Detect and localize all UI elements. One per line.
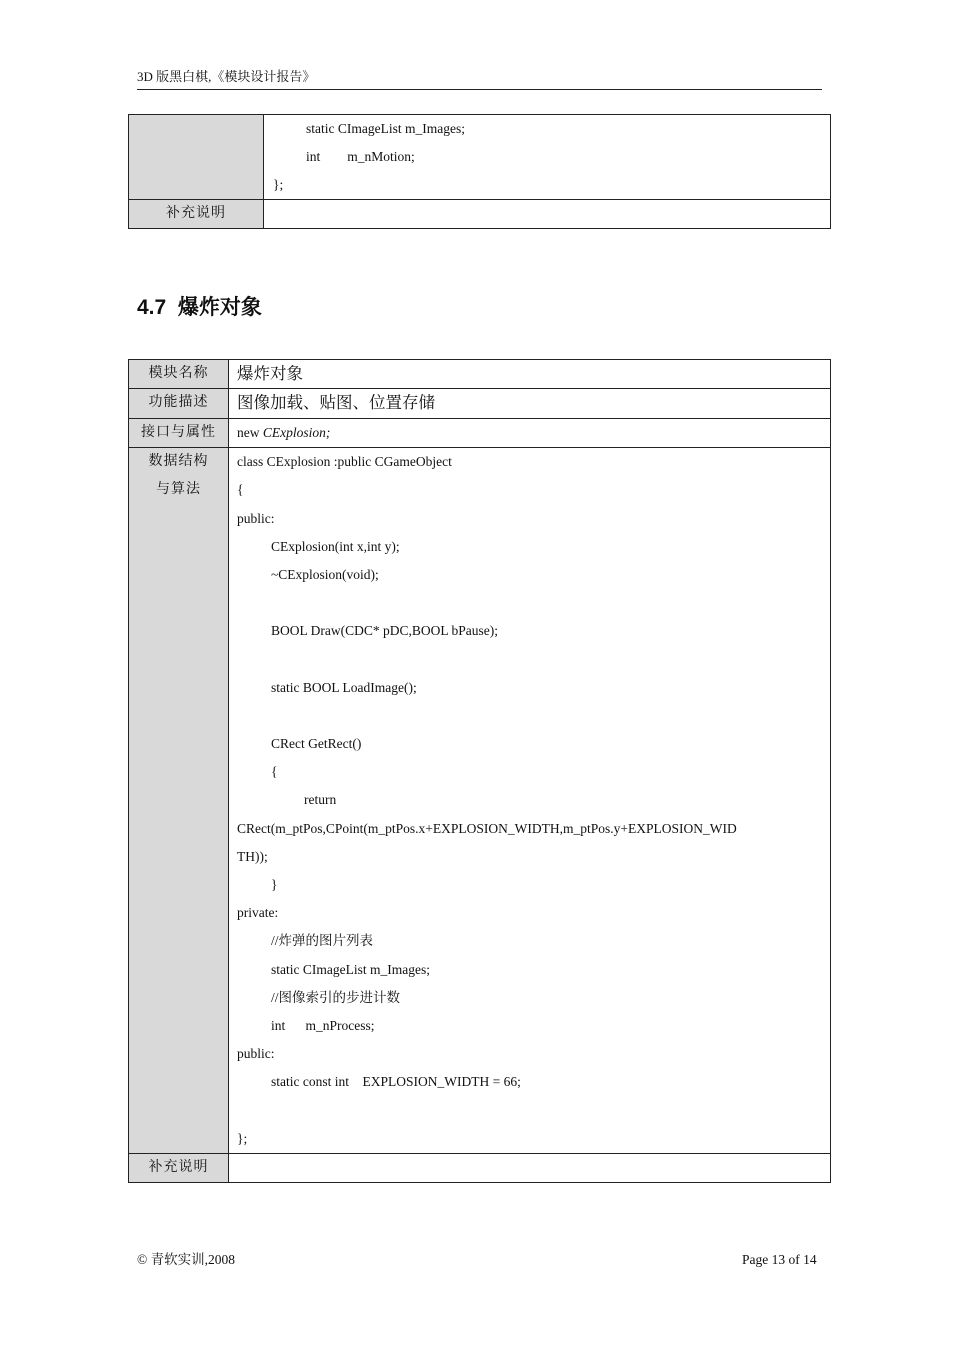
prev-code-block xyxy=(264,115,830,199)
ds-label-line-2: 与算法 xyxy=(156,482,201,498)
code-line: } xyxy=(271,877,278,893)
page-header xyxy=(137,68,822,90)
code-line: TH)); xyxy=(237,848,268,864)
interface-class: CExplosion; xyxy=(262,424,331,440)
prev-label-cell xyxy=(129,115,264,200)
code-line xyxy=(229,702,830,730)
code-line: int m_nMotion; xyxy=(306,149,415,164)
function-value: 图像加载、贴图、位置存储 xyxy=(229,389,831,418)
ds-label-line-1: 数据结构 xyxy=(148,454,209,470)
code-line: static CImageList m_Images; xyxy=(271,961,430,977)
code-line: int m_nProcess; xyxy=(271,1017,375,1033)
code-line: //炸弹的图片列表 xyxy=(271,933,374,949)
supplement-value xyxy=(229,1153,831,1182)
code-line: public: xyxy=(237,510,275,526)
data-structure-label xyxy=(129,448,229,1154)
section-number: 4.7 xyxy=(137,296,167,319)
code-line: CExplosion(int x,int y); xyxy=(271,538,400,554)
code-line: return xyxy=(304,792,337,808)
code-line xyxy=(229,1097,830,1125)
code-line: static BOOL LoadImage(); xyxy=(271,679,417,695)
module-name-label: 模块名称 xyxy=(129,360,229,389)
previous-module-table xyxy=(128,114,831,229)
interface-prefix: new xyxy=(237,424,263,440)
section-heading xyxy=(137,294,262,322)
code-line: private: xyxy=(237,905,279,921)
prev-code-cell xyxy=(264,115,831,200)
code-line: CRect GetRect() xyxy=(271,736,362,752)
code-line: { xyxy=(271,764,278,780)
code-line: class CExplosion :public CGameObject xyxy=(237,454,452,470)
interface-label: 接口与属性 xyxy=(129,418,229,447)
code-line: BOOL Draw(CDC* pDC,BOOL bPause); xyxy=(271,623,498,639)
code-block xyxy=(229,448,830,1153)
interface-value xyxy=(229,418,831,447)
prev-supplement-label: 补充说明 xyxy=(129,200,264,229)
module-name-value: 爆炸对象 xyxy=(229,360,831,389)
code-line: }; xyxy=(237,1130,248,1146)
code-line xyxy=(229,646,830,674)
code-line: ~CExplosion(void); xyxy=(271,566,379,582)
section-title: 爆炸对象 xyxy=(177,296,262,319)
code-line: public: xyxy=(237,1046,275,1062)
module-table xyxy=(128,359,831,1183)
data-structure-code xyxy=(229,448,831,1154)
code-line: { xyxy=(237,482,244,498)
header-title: 3D 版黑白棋,《模块设计报告》 xyxy=(137,69,316,84)
code-line: }; xyxy=(273,177,284,192)
code-line xyxy=(229,589,830,617)
prev-supplement-value xyxy=(264,200,831,229)
function-label: 功能描述 xyxy=(129,389,229,418)
footer-copyright: © 青软实训,2008 xyxy=(137,1252,236,1267)
code-line: //图像索引的步进计数 xyxy=(271,989,401,1005)
supplement-label: 补充说明 xyxy=(129,1153,229,1182)
code-line: static const int EXPLOSION_WIDTH = 66; xyxy=(271,1074,521,1090)
code-line: CRect(m_ptPos,CPoint(m_ptPos.x+EXPLOSION_WIDTH,m_ptPos.y+EXPLOSION_WID xyxy=(237,820,737,836)
code-line: static CImageList m_Images; xyxy=(306,121,465,136)
footer-page-number: Page 13 of 14 xyxy=(742,1252,817,1267)
